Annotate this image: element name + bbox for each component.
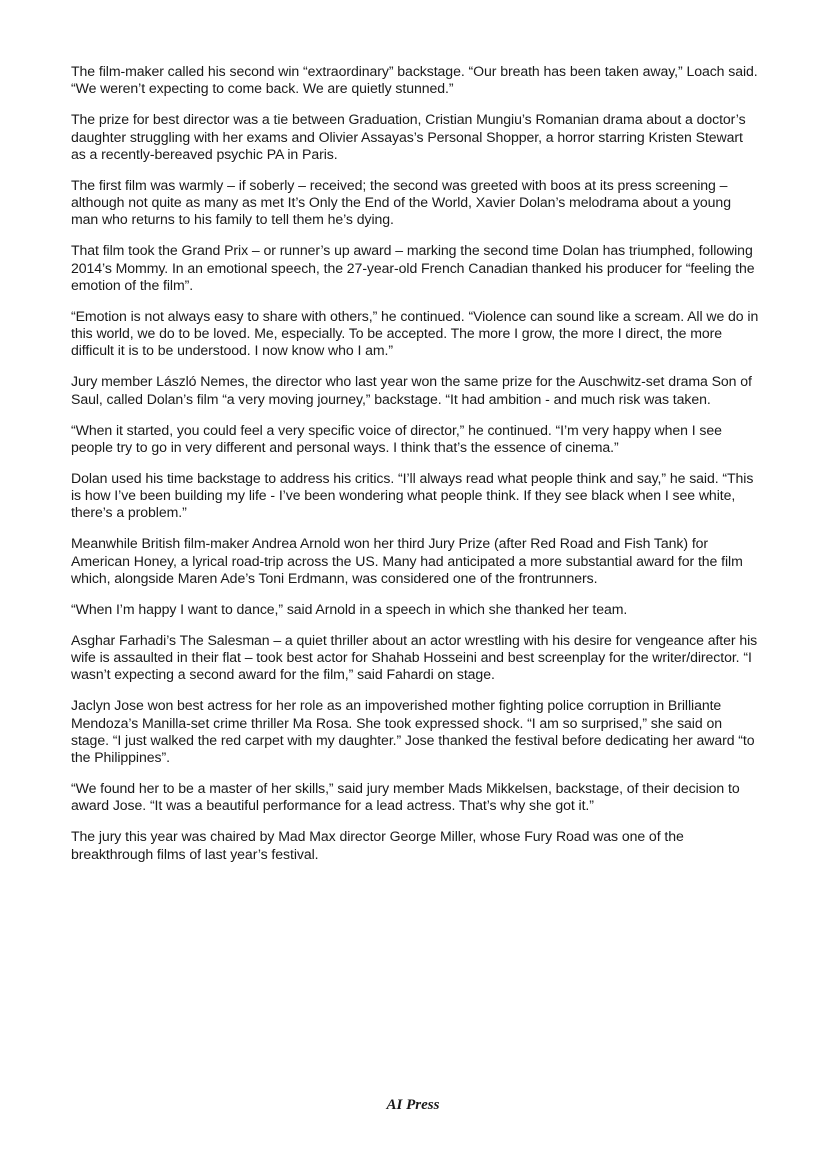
paragraph-2: The prize for best director was a tie between Graduation, Cristian Mungiu’s Romanian drama about a doctor’s daughter struggling with her exams and Olivier Assayas’s Personal Shopper, a horror starring Kristen Stewart as a recently-bereaved psychic PA in Paris. — [71, 111, 746, 162]
paragraph-6: Jury member László Nemes, the director who last year won the same prize for the Auschwitz-set drama Son of Saul, called Dolan’s film “a very moving journey,” backstage. “It had ambition - and much risk was taken. — [71, 373, 752, 407]
footer-press-label: AI Press — [386, 1097, 440, 1113]
paragraph-3: The first film was warmly – if soberly – received; the second was greeted with boos at its press screening – although not quite as many as met It’s Only the End of the World, Xavier Dolan’s melodrama about a young man who returns to his family to tell them he’s dying. — [71, 176, 731, 228]
paragraph-9: Meanwhile British film-maker Andrea Arnold won her third Jury Prize (after Red Road and Fish Tank) for American Honey, a lyrical road-trip across the US. Many had anticipated a more substantial award for the film which, alongside Maren Ade’s Toni Erdmann, was considered one of the frontrunners. — [71, 535, 743, 586]
paragraph-8: Dolan used his time backstage to address his critics. “I’ll always read what people think and say,” he said. “This is how I’ve been building my life - I’ve been wondering what people think. If they see black when I see white, there’s a problem.” — [71, 469, 754, 521]
paragraph-1: The film-maker called his second win “extraordinary” backstage. “Our breath has been taken away,” Loach said. “We weren’t expecting to come back. We are quietly stunned.” — [71, 63, 758, 97]
paragraph-12: Jaclyn Jose won best actress for her role as an impoverished mother fighting police corruption in Brilliante Mendoza’s Manilla-set crime thriller Ma Rosa. She took expressed shock. “I am so surprised,” she said on stage. “I just walked the red carpet with my daughter.” Jose thanked the festival before dedicating her award “to the Philippines”. — [71, 697, 755, 766]
paragraph-10: “When I’m happy I want to dance,” said Arnold in a speech in which she thanked her team. — [71, 600, 628, 617]
paragraph-11: Asghar Farhadi’s The Salesman – a quiet thriller about an actor wrestling with his desire for vengeance after his wife is assaulted in their flat – took best actor for Shahab Hosseini and best screenplay for the writer/director. “I wasn’t expecting a second award for the film,” said Fahardi on stage. — [71, 631, 758, 683]
paragraph-4: That film took the Grand Prix – or runner’s up award – marking the second time Dolan has triumphed, following 2014’s Mommy. In an emotional speech, the 27-year-old French Canadian thanked his producer for “feeling the emotion of the film”. — [71, 242, 755, 293]
paragraph-13: “We found her to be a master of her skills,” said jury member Mads Mikkelsen, backstage, of their decision to award Jose. “It was a beautiful performance for a lead actress. That’s why she got it.” — [71, 780, 740, 814]
paragraph-7: “When it started, you could feel a very specific voice of director,” he continued. “I’m very happy when I see people try to go in very different and personal ways. I think that’s the essence of cinema.” — [71, 421, 722, 455]
paragraph-5: “Emotion is not always easy to share with others,” he continued. “Violence can sound like a scream. All we do in this world, we do to be loved. Me, especially. To be accepted. The more I grow, the more I direct, the more difficult it is to be understood. I now know who I am.” — [71, 307, 759, 359]
paragraph-14: The jury this year was chaired by Mad Max director George Miller, whose Fury Road was one of the breakthrough films of last year’s festival. — [71, 828, 684, 862]
article-body — [71, 63, 761, 877]
